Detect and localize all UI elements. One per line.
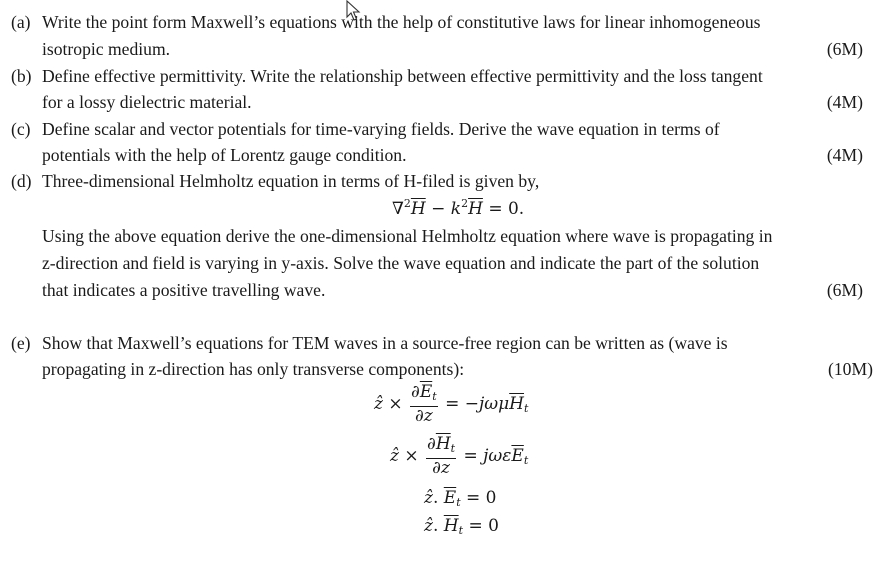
tem-equation-2: ẑ × $\frac{\partial\overline{H}_t}{\partial z}$ = $j\omega\varepsilon\overline{E}_t$ [390, 434, 529, 478]
tem-equation-4: ẑ. $\overline{H}_t = 0$ [424, 516, 499, 537]
marks-label: (4M) [826, 92, 863, 112]
question-text-line: for a lossy dielectric material. [42, 92, 252, 112]
helmholtz-equation: $\nabla^2\overline{H} - k^2\overline{H} = 0$. [392, 197, 525, 219]
marks-label: (6M) [826, 39, 863, 59]
marks-label: (6M) [826, 280, 863, 300]
question-label: (a) [11, 12, 31, 32]
question-label: (c) [11, 119, 31, 139]
question-label: (e) [11, 333, 31, 353]
question-text-line: Show that Maxwell’s equations for TEM waves in a source-free region can be written as (wave is [42, 333, 728, 353]
tem-equation-3: ẑ. $\overline{E}_t = 0$ [424, 488, 497, 509]
question-text-line: that indicates a positive travelling wave. [42, 280, 326, 300]
question-text-line: Using the above equation derive the one-dimensional Helmholtz equation where wave is propagating in [42, 226, 773, 246]
question-text-line: isotropic medium. [42, 39, 171, 59]
question-text-line: z-direction and field is varying in y-axis. Solve the wave equation and indicate the part of the solution [42, 253, 760, 273]
marks-label: (10M) [828, 359, 873, 379]
question-label: (b) [11, 66, 32, 86]
question-text-line: Define scalar and vector potentials for time-varying fields. Derive the wave equation in terms of [42, 119, 720, 139]
question-text-line: Three-dimensional Helmholtz equation in terms of H-filed is given by, [42, 171, 540, 191]
question-text-line: Write the point form Maxwell’s equations with the help of constitutive laws for linear inhomogeneous [42, 12, 761, 32]
tem-equation-1: ẑ × $\frac{\partial\overline{E}_t}{\partial z}$ = $-j\omega\mu\overline{H}_t$ [374, 382, 529, 426]
question-text-line: propagating in z-direction has only transverse components): [42, 359, 465, 379]
question-label: (d) [11, 171, 32, 191]
question-text-line: potentials with the help of Lorentz gauge condition. [42, 145, 407, 165]
question-text-line: Define effective permittivity. Write the relationship between effective permittivity and the loss tangent [42, 66, 763, 86]
marks-label: (4M) [826, 145, 863, 165]
